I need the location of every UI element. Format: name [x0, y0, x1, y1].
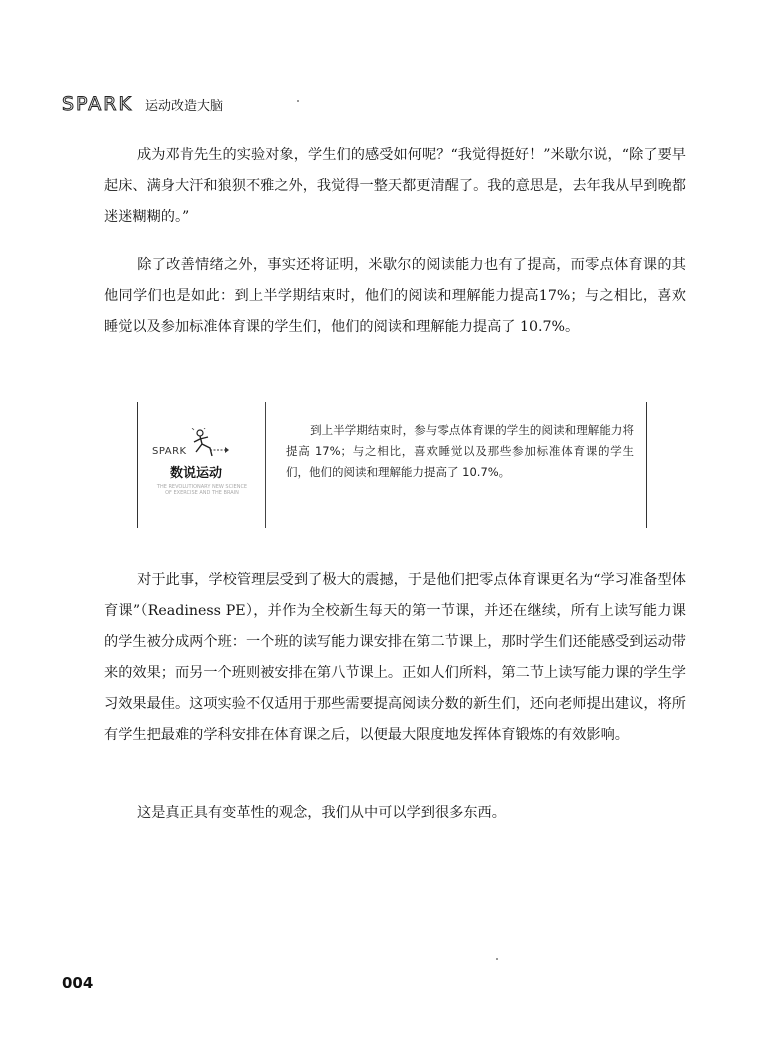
page-number: 004 — [62, 974, 94, 992]
paragraph-3: 对于此事，学校管理层受到了极大的震撼，于是他们把零点体育课更名为“学习准备型体育课”（Readiness PE），并作为全校新生每天的第一节课，并还在继续，所有上读写能力课的学生被分成两个班：一个班的读写能力课安排在第二节课上，那时学生们还能感受到运动带来的效果；而另一个班则被安排在第八节课上。正如人们所料，第二节上读写能力课的学生学习效果最佳。这项实验不仅适用于那些需要提高阅读分数的新生们，还向老师提出建议，将所有学生把最难的学科安排在体育课之后，以便最大限度地发挥体育锻炼的有效影响。 — [104, 572, 686, 743]
logo-word: SPARK — [152, 446, 187, 457]
paragraph-1: 成为邓肯先生的实验对象，学生们的感受如何呢？“我觉得挺好！”米歇尔说，“除了要早起床、满身大汗和狼狈不雅之外，我觉得一整天都更清醒了。我的意思是，去年我从早到晚都迷迷糊糊的。” — [104, 147, 686, 225]
brand-logo: SPARK — [62, 93, 133, 115]
callout-divider — [265, 402, 266, 528]
running-header — [62, 93, 223, 115]
logo-subtext: THE REVOLUTIONARY NEW SCIENCE OF EXERCISE AND THE BRAIN — [156, 484, 248, 496]
data-callout-box — [137, 402, 647, 528]
paragraph-4: 这是真正具有变革性的观念，我们从中可以学到很多东西。 — [137, 805, 506, 821]
logo-caption: 数说运动 — [170, 466, 223, 481]
book-title: 运动改造大脑 — [144, 99, 223, 114]
spark-data-logo — [138, 402, 265, 528]
runner-icon — [190, 428, 230, 458]
paragraph-2: 除了改善情绪之外，事实还将证明，米歇尔的阅读能力也有了提高，而零点体育课的其他同学们也是如此：到上半学期结束时，他们的阅读和理解能力提高17%；与之相比，喜欢睡觉以及参加标准体育课的学生们，他们的阅读和理解能力提高了 10.7%。 — [104, 257, 686, 335]
callout-text: 到上半学期结束时，参与零点体育课的学生的阅读和理解能力将提高 17%；与之相比，喜欢睡觉以及那些参加标准体育课的学生们，他们的阅读和理解能力提高了 10.7%。 — [286, 423, 634, 479]
